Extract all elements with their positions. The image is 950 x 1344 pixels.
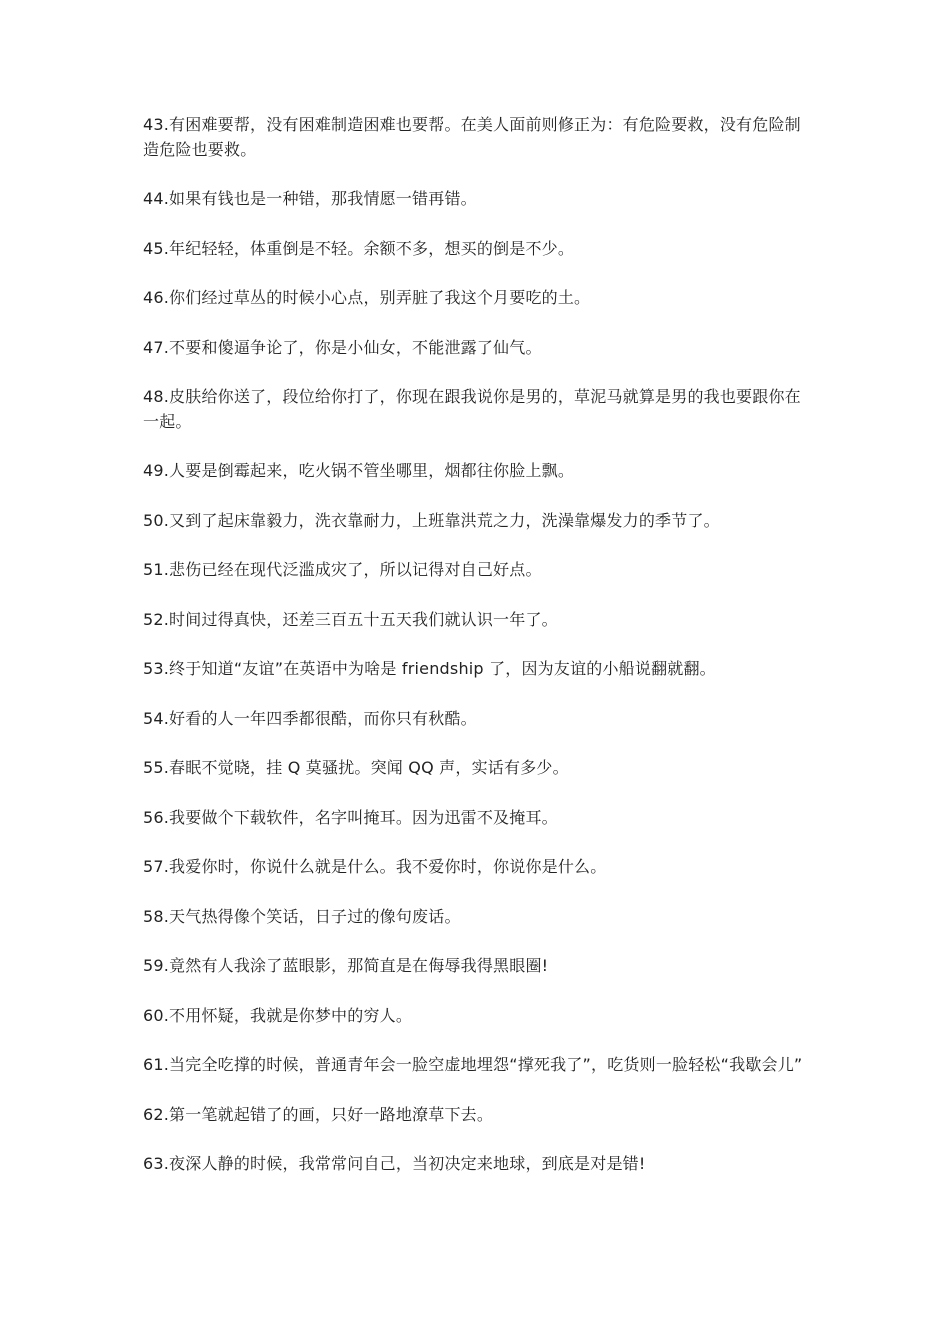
list-item: 51.悲伤已经在现代泛滥成灾了，所以记得对自己好点。 bbox=[143, 560, 542, 579]
list-item: 57.我爱你时，你说什么就是什么。我不爱你时，你说你是什么。 bbox=[143, 857, 607, 876]
list-item: 43.有困难要帮，没有困难制造困难也要帮。在美人面前则修正为：有危险要救，没有危险制造危险也要救。 bbox=[143, 115, 801, 159]
list-item: 61.当完全吃撑的时候，普通青年会一脸空虚地埋怨“撑死我了”，吃货则一脸轻松“我歇会儿” bbox=[143, 1055, 803, 1074]
joke-list bbox=[143, 113, 813, 1202]
list-item: 53.终于知道“友谊”在英语中为啥是 friendship 了，因为友谊的小船说翻就翻。 bbox=[143, 659, 716, 678]
list-item: 62.第一笔就起错了的画，只好一路地潦草下去。 bbox=[143, 1104, 494, 1124]
list-item: 47.不要和傻逼争论了，你是小仙女，不能泄露了仙气。 bbox=[143, 337, 542, 357]
list-item: 58.天气热得像个笑话，日子过的像句废话。 bbox=[143, 906, 461, 926]
list-item: 63.夜深人静的时候，我常常问自己，当初决定来地球，到底是对是错! bbox=[143, 1154, 646, 1173]
list-item: 52.时间过得真快，还差三百五十五天我们就认识一年了。 bbox=[143, 609, 558, 629]
list-item: 59.竟然有人我涂了蓝眼影，那简直是在侮辱我得黑眼圈! bbox=[143, 956, 549, 975]
list-item: 60.不用怀疑，我就是你梦中的穷人。 bbox=[143, 1005, 413, 1025]
list-item: 49.人要是倒霉起来，吃火锅不管坐哪里，烟都往你脸上飘。 bbox=[143, 461, 575, 480]
list-item: 56.我要做个下载软件，名字叫掩耳。因为迅雷不及掩耳。 bbox=[143, 807, 558, 827]
list-item: 48.皮肤给你送了，段位给你打了，你现在跟我说你是男的，草泥马就算是男的我也要跟你在一起。 bbox=[143, 387, 801, 431]
list-item: 44.如果有钱也是一种错，那我情愿一错再错。 bbox=[143, 189, 477, 208]
list-item: 50.又到了起床靠毅力，洗衣靠耐力，上班靠洪荒之力，洗澡靠爆发力的季节了。 bbox=[143, 510, 720, 530]
list-item: 45.年纪轻轻，体重倒是不轻。余额不多，想买的倒是不少。 bbox=[143, 238, 575, 258]
list-item: 46.你们经过草丛的时候小心点，别弄脏了我这个月要吃的土。 bbox=[143, 288, 591, 307]
list-item: 54.好看的人一年四季都很酷，而你只有秋酷。 bbox=[143, 708, 477, 728]
list-item: 55.春眠不觉晓，挂 Q 莫骚扰。突闻 QQ 声，实话有多少。 bbox=[143, 758, 569, 777]
